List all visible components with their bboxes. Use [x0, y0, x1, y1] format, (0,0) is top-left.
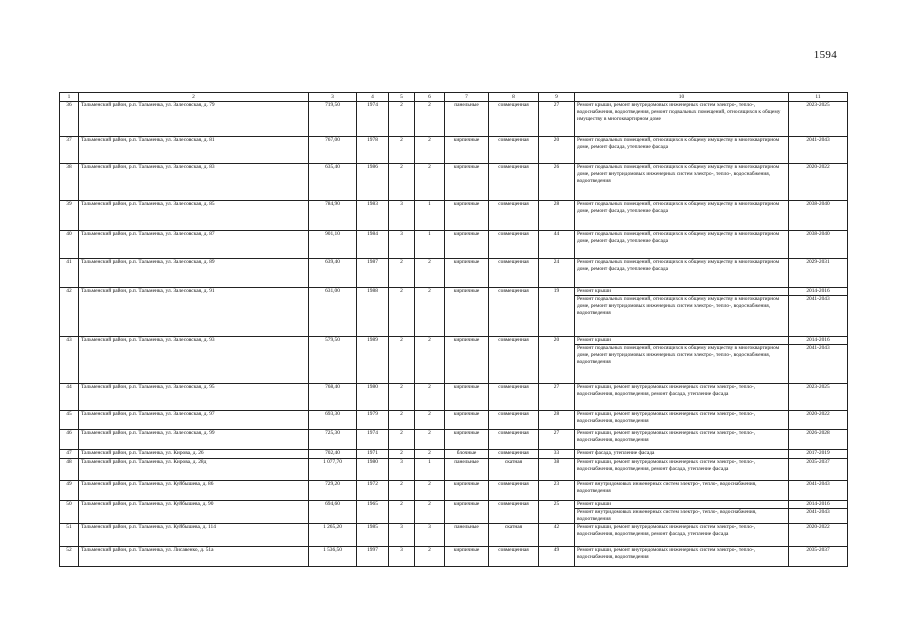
work-item: Ремонт крыши, ремонт внутридомовых инженерных систем электро-, тепло-, водоснабжения, водоотведения	[577, 547, 756, 560]
cell-works	[575, 102, 789, 137]
cell-apts: 44	[539, 231, 575, 259]
cell-n: 47	[60, 450, 79, 459]
cell-wall: кирпичные	[445, 337, 489, 384]
cell-apts: 23	[539, 481, 575, 501]
cell-n: 39	[60, 201, 79, 231]
cell-year: 1979	[357, 411, 389, 430]
page-number: 1594	[813, 49, 837, 61]
cell-works	[575, 337, 789, 384]
cell-works	[575, 231, 789, 259]
cell-floors: 2	[389, 102, 415, 137]
cell-addr: Тальменский район, р.п. Тальменка, ул. Залесовская, д. 95	[79, 384, 309, 411]
cell-entr: 2	[415, 547, 445, 567]
cell-works	[575, 288, 789, 337]
cell-area: 631,00	[309, 288, 357, 337]
cell-roof: совмещенная	[489, 231, 539, 259]
cell-addr: Тальменский район, р.п. Тальменка, ул. Куйбышева, д. 114	[79, 524, 309, 547]
cell-n: 46	[60, 430, 79, 450]
cell-addr: Тальменский район, р.п. Тальменка, ул. Кирова, д. 28д	[79, 459, 309, 481]
cell-area: 719,50	[309, 102, 357, 137]
cell-floors: 2	[389, 288, 415, 337]
work-item: Ремонт подвальных помещений, относящихся к общему имуществу в многоквартирном доме, ремонт внутридомовых инженерных систем электро-, тепло-, водоснабжения, водоотведения	[575, 344, 788, 366]
cell-n: 50	[60, 501, 79, 524]
cell-year: 1984	[357, 231, 389, 259]
cell-addr: Тальменский район, р.п. Тальменка, ул. Залесовская, д. 81	[79, 137, 309, 164]
cell-wall: кирпичные	[445, 411, 489, 430]
cell-works	[575, 259, 789, 288]
cell-floors: 2	[389, 384, 415, 411]
cell-periods	[789, 430, 848, 450]
period-item: 2017-2019	[806, 450, 830, 456]
work-item: Ремонт крыши, ремонт внутридомовых инженерных систем электро-, тепло-, водоснабжения, водоотведения, ремонт фасада, утепление фасада	[577, 384, 756, 397]
cell-floors: 2	[389, 481, 415, 501]
cell-roof: совмещенная	[489, 411, 539, 430]
cell-periods	[789, 337, 848, 384]
cell-wall: блочные	[445, 450, 489, 459]
cell-periods	[789, 201, 848, 231]
cell-n: 51	[60, 524, 79, 547]
cell-n: 42	[60, 288, 79, 337]
work-item: Ремонт подвальных помещений, относящихся к общему имуществу в многоквартирном доме, ремонт фасада, утепление фасада	[577, 201, 780, 214]
period-item: 2023-2025	[806, 384, 830, 390]
cell-entr: 2	[415, 481, 445, 501]
work-item: Ремонт внутридомовых инженерных систем электро-, тепло-, водоснабжения, водоотведения	[575, 508, 788, 523]
header-cell: 5	[389, 93, 415, 102]
cell-entr: 2	[415, 164, 445, 201]
cell-n: 40	[60, 231, 79, 259]
header-cell: 9	[539, 93, 575, 102]
work-item: Ремонт крыши, ремонт внутридомовых инженерных систем электро-, тепло-, водоснабжения, водоотведения, ремонт фасада, утепление фасада	[577, 524, 756, 537]
cell-year: 1980	[357, 459, 389, 481]
cell-n: 44	[60, 384, 79, 411]
cell-works	[575, 459, 789, 481]
cell-periods	[789, 259, 848, 288]
header-row	[60, 93, 848, 102]
table-row	[60, 337, 848, 384]
cell-entr: 3	[415, 524, 445, 547]
cell-area: 635,40	[309, 164, 357, 201]
cell-wall: кирпичные	[445, 288, 489, 337]
cell-wall: панельные	[445, 102, 489, 137]
cell-n: 49	[60, 481, 79, 501]
cell-addr: Тальменский район, р.п. Тальменка, ул. Кирова, д. 26	[79, 450, 309, 459]
cell-wall: панельные	[445, 459, 489, 481]
period-item: 2014-2016	[806, 337, 830, 343]
cell-entr: 1	[415, 459, 445, 481]
cell-n: 48	[60, 459, 79, 481]
cell-periods	[789, 450, 848, 459]
cell-periods	[789, 501, 848, 524]
cell-n: 52	[60, 547, 79, 567]
cell-area: 702,40	[309, 450, 357, 459]
header-cell: 10	[575, 93, 789, 102]
cell-year: 1989	[357, 337, 389, 384]
cell-apts: 27	[539, 384, 575, 411]
cell-entr: 2	[415, 288, 445, 337]
period-item: 2020-2022	[806, 164, 830, 170]
header-cell: 11	[789, 93, 848, 102]
cell-entr: 2	[415, 430, 445, 450]
table-row	[60, 481, 848, 501]
cell-area: 729,20	[309, 481, 357, 501]
cell-area: 901,10	[309, 231, 357, 259]
cell-year: 1985	[357, 524, 389, 547]
cell-area: 1 077,70	[309, 459, 357, 481]
cell-addr: Тальменский район, р.п. Тальменка, ул. Куйбышева, д. 90	[79, 501, 309, 524]
cell-addr: Тальменский район, р.п. Тальменка, ул. Залесовская, д. 97	[79, 411, 309, 430]
cell-apts: 28	[539, 201, 575, 231]
period-item: 2020-2022	[806, 411, 830, 417]
header-cell: 8	[489, 93, 539, 102]
cell-periods	[789, 288, 848, 337]
cell-periods	[789, 102, 848, 137]
cell-addr: Тальменский район, р.п. Тальменка, ул. Залесовская, д. 89	[79, 259, 309, 288]
cell-wall: кирпичные	[445, 164, 489, 201]
cell-works	[575, 137, 789, 164]
cell-roof: совмещенная	[489, 547, 539, 567]
cell-works	[575, 201, 789, 231]
header-cell: 1	[60, 93, 79, 102]
cell-year: 1972	[357, 481, 389, 501]
cell-periods	[789, 231, 848, 259]
cell-apts: 24	[539, 259, 575, 288]
cell-periods	[789, 481, 848, 501]
period-item: 2041-2043	[789, 508, 847, 516]
cell-roof: совмещенная	[489, 337, 539, 384]
cell-floors: 2	[389, 137, 415, 164]
cell-apts: 19	[539, 288, 575, 337]
cell-wall: кирпичные	[445, 137, 489, 164]
header-cell: 7	[445, 93, 489, 102]
cell-works	[575, 481, 789, 501]
cell-year: 1988	[357, 288, 389, 337]
table-row	[60, 102, 848, 137]
cell-floors: 2	[389, 411, 415, 430]
header-cell: 4	[357, 93, 389, 102]
cell-apts: 26	[539, 164, 575, 201]
table-row	[60, 547, 848, 567]
housing-repair-table	[59, 92, 848, 567]
cell-year: 1987	[357, 259, 389, 288]
table-row	[60, 524, 848, 547]
cell-wall: кирпичные	[445, 259, 489, 288]
cell-works	[575, 164, 789, 201]
cell-n: 36	[60, 102, 79, 137]
table-row	[60, 430, 848, 450]
table-row	[60, 201, 848, 231]
work-item: Ремонт внутридомовых инженерных систем электро-, тепло-, водоснабжения, водоотведения	[577, 481, 757, 494]
cell-roof: совмещенная	[489, 259, 539, 288]
cell-area: 693,30	[309, 411, 357, 430]
cell-area: 767,00	[309, 137, 357, 164]
cell-n: 43	[60, 337, 79, 384]
period-item: 2041-2043	[789, 295, 847, 303]
period-item: 2035-2037	[806, 547, 830, 553]
cell-addr: Тальменский район, р.п. Тальменка, ул. Залесовская, д. 79	[79, 102, 309, 137]
cell-entr: 2	[415, 501, 445, 524]
period-item: 2029-2031	[806, 259, 830, 265]
cell-works	[575, 430, 789, 450]
cell-works	[575, 384, 789, 411]
cell-roof: совмещенная	[489, 430, 539, 450]
cell-wall: панельные	[445, 524, 489, 547]
cell-area: 579,50	[309, 337, 357, 384]
work-item: Ремонт подвальных помещений, относящихся к общему имуществу в многоквартирном доме, ремонт фасада, утепление фасада	[577, 259, 780, 272]
period-item: 2041-2043	[806, 137, 830, 143]
period-item: 2041-2043	[789, 344, 847, 352]
header-cell: 2	[79, 93, 309, 102]
cell-floors: 3	[389, 547, 415, 567]
cell-roof: совмещенная	[489, 384, 539, 411]
cell-addr: Тальменский район, р.п. Тальменка, ул. Лисавенко, д. 51а	[79, 547, 309, 567]
cell-roof: совмещенная	[489, 481, 539, 501]
work-item: Ремонт крыши, ремонт внутридомовых инженерных систем электро-, тепло-, водоснабжения, водоотведения	[577, 411, 756, 424]
cell-addr: Тальменский район, р.п. Тальменка, ул. Залесовская, д. 85	[79, 201, 309, 231]
cell-roof: совмещенная	[489, 450, 539, 459]
cell-periods	[789, 164, 848, 201]
cell-area: 725,30	[309, 430, 357, 450]
cell-entr: 2	[415, 102, 445, 137]
cell-area: 639,40	[309, 259, 357, 288]
work-item: Ремонт подвальных помещений, относящихся к общему имуществу в многоквартирном доме, ремонт внутридомовых инженерных систем электро-, тепло-, водоснабжения, водоотведения	[577, 164, 780, 184]
cell-wall: кирпичные	[445, 481, 489, 501]
cell-works	[575, 524, 789, 547]
cell-addr: Тальменский район, р.п. Тальменка, ул. Куйбышева, д. 86	[79, 481, 309, 501]
cell-periods	[789, 411, 848, 430]
work-item: Ремонт подвальных помещений, относящихся к общему имуществу в многоквартирном доме, ремонт фасада, утепление фасада	[577, 137, 780, 150]
cell-roof: совмещенная	[489, 501, 539, 524]
cell-area: 694,60	[309, 501, 357, 524]
cell-area: 784,90	[309, 201, 357, 231]
work-item: Ремонт подвальных помещений, относящихся к общему имуществу в многоквартирном доме, ремонт внутридомовых инженерных систем электро-, тепло-, водоснабжения, водоотведения	[575, 295, 788, 317]
cell-apts: 49	[539, 547, 575, 567]
cell-roof: совмещенная	[489, 137, 539, 164]
cell-works	[575, 411, 789, 430]
cell-addr: Тальменский район, р.п. Тальменка, ул. Залесовская, д. 87	[79, 231, 309, 259]
cell-roof: совмещенная	[489, 102, 539, 137]
cell-addr: Тальменский район, р.п. Тальменка, ул. Залесовская, д. 83	[79, 164, 309, 201]
work-item: Ремонт крыши	[577, 288, 611, 294]
table-row	[60, 384, 848, 411]
cell-wall: кирпичные	[445, 231, 489, 259]
work-item: Ремонт крыши, ремонт внутридомовых инженерных систем электро-, тепло-, водоснабжения, водоотведения, ремонт подвальных помещений, относящихся к общему имуществу в многоквартирном доме	[577, 102, 781, 122]
cell-periods	[789, 524, 848, 547]
cell-wall: кирпичные	[445, 201, 489, 231]
cell-works	[575, 501, 789, 524]
period-item: 2038-2040	[806, 231, 830, 237]
table-row	[60, 137, 848, 164]
cell-entr: 1	[415, 231, 445, 259]
table-row	[60, 450, 848, 459]
cell-n: 41	[60, 259, 79, 288]
cell-entr: 1	[415, 201, 445, 231]
cell-addr: Тальменский район, р.п. Тальменка, ул. Залесовская, д. 93	[79, 337, 309, 384]
cell-addr: Тальменский район, р.п. Тальменка, ул. Залесовская, д. 99	[79, 430, 309, 450]
period-item: 2035-2037	[806, 459, 830, 465]
work-item: Ремонт крыши	[577, 337, 611, 343]
cell-apts: 38	[539, 459, 575, 481]
period-item: 2014-2016	[806, 501, 830, 507]
cell-entr: 2	[415, 337, 445, 384]
table-row	[60, 411, 848, 430]
table-row	[60, 288, 848, 337]
period-item: 2041-2043	[806, 481, 830, 487]
cell-n: 38	[60, 164, 79, 201]
work-item: Ремонт крыши, ремонт внутридомовых инженерных систем электро-, тепло-, водоснабжения, водоотведения	[577, 430, 756, 443]
cell-floors: 2	[389, 430, 415, 450]
cell-floors: 2	[389, 164, 415, 201]
cell-roof: скатная	[489, 524, 539, 547]
cell-apts: 33	[539, 450, 575, 459]
period-item: 2023-2025	[806, 102, 830, 108]
cell-entr: 2	[415, 450, 445, 459]
cell-periods	[789, 384, 848, 411]
cell-periods	[789, 547, 848, 567]
cell-year: 1974	[357, 102, 389, 137]
header-cell: 6	[415, 93, 445, 102]
cell-floors: 3	[389, 459, 415, 481]
cell-floors: 2	[389, 259, 415, 288]
table-row	[60, 164, 848, 201]
cell-apts: 28	[539, 411, 575, 430]
table-row	[60, 459, 848, 481]
table-row	[60, 501, 848, 524]
cell-apts: 20	[539, 137, 575, 164]
cell-apts: 27	[539, 102, 575, 137]
cell-floors: 2	[389, 337, 415, 384]
cell-year: 1971	[357, 450, 389, 459]
cell-year: 1974	[357, 430, 389, 450]
cell-year: 1978	[357, 137, 389, 164]
cell-roof: совмещенная	[489, 164, 539, 201]
cell-works	[575, 450, 789, 459]
work-item: Ремонт фасада, утепление фасада	[577, 450, 655, 456]
cell-year: 1986	[357, 164, 389, 201]
cell-periods	[789, 137, 848, 164]
period-item: 2038-2040	[806, 201, 830, 207]
cell-floors: 2	[389, 450, 415, 459]
cell-apts: 20	[539, 337, 575, 384]
cell-floors: 3	[389, 231, 415, 259]
cell-entr: 2	[415, 259, 445, 288]
cell-area: 768,40	[309, 384, 357, 411]
cell-periods	[789, 459, 848, 481]
cell-works	[575, 547, 789, 567]
cell-roof: совмещенная	[489, 288, 539, 337]
work-item: Ремонт подвальных помещений, относящихся к общему имуществу в многоквартирном доме, ремонт фасада, утепление фасада	[577, 231, 780, 244]
cell-n: 37	[60, 137, 79, 164]
cell-year: 1997	[357, 547, 389, 567]
table-row	[60, 231, 848, 259]
period-item: 2014-2016	[806, 288, 830, 294]
cell-year: 1965	[357, 501, 389, 524]
cell-apts: 27	[539, 430, 575, 450]
cell-entr: 2	[415, 384, 445, 411]
header-cell: 3	[309, 93, 357, 102]
work-item: Ремонт крыши, ремонт внутридомовых инженерных систем электро-, тепло-, водоснабжения, водоотведения, ремонт фасада, утепление фасада	[577, 459, 756, 472]
period-item: 2026-2028	[806, 430, 830, 436]
cell-year: 1980	[357, 384, 389, 411]
cell-area: 1 265,20	[309, 524, 357, 547]
cell-entr: 2	[415, 411, 445, 430]
cell-wall: кирпичные	[445, 430, 489, 450]
cell-apts: 42	[539, 524, 575, 547]
period-item: 2020-2022	[806, 524, 830, 530]
cell-n: 45	[60, 411, 79, 430]
cell-wall: кирпичные	[445, 547, 489, 567]
cell-area: 1 536,50	[309, 547, 357, 567]
cell-wall: кирпичные	[445, 384, 489, 411]
cell-entr: 2	[415, 137, 445, 164]
work-item: Ремонт крыши	[577, 501, 611, 507]
cell-wall: кирпичные	[445, 501, 489, 524]
cell-floors: 3	[389, 524, 415, 547]
cell-roof: скатная	[489, 459, 539, 481]
table-row	[60, 259, 848, 288]
cell-floors: 3	[389, 201, 415, 231]
cell-apts: 25	[539, 501, 575, 524]
cell-year: 1983	[357, 201, 389, 231]
cell-floors: 2	[389, 501, 415, 524]
cell-roof: совмещенная	[489, 201, 539, 231]
cell-addr: Тальменский район, р.п. Тальменка, ул. Залесовская, д. 91	[79, 288, 309, 337]
